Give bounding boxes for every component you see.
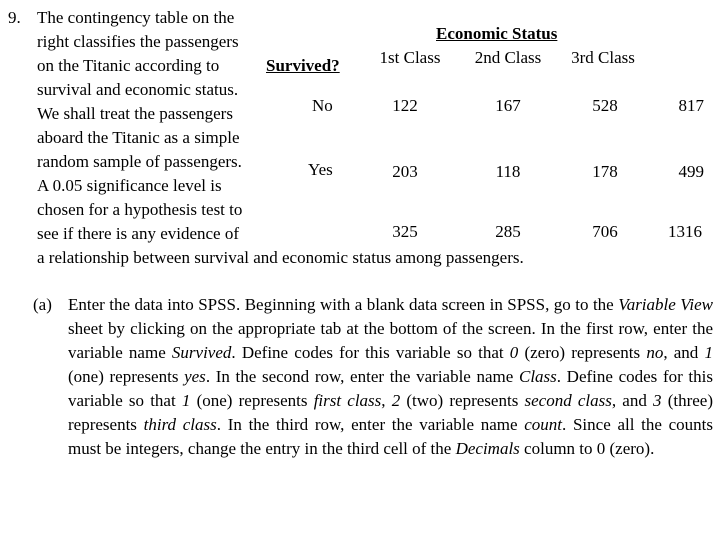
problem-line: see if there is any evidence of: [37, 224, 240, 243]
row-variable-label: Survived?: [266, 56, 340, 75]
instruction-text: . In the third row, enter the variable name: [216, 415, 525, 434]
instruction-text: Enter the data into SPSS. Beginning with a blank data screen in SPSS, go to the: [68, 295, 619, 314]
grand-total: 1316: [668, 222, 702, 241]
part-a-instructions: [68, 293, 713, 461]
italic-term: second class: [524, 391, 612, 410]
problem-line: survival and economic status.: [37, 80, 239, 99]
italic-term: yes: [184, 367, 206, 386]
italic-term: Class: [518, 367, 557, 386]
instruction-text: , and: [611, 391, 654, 410]
table-cell: 122: [392, 96, 418, 115]
problem-line: chosen for a hypothesis test to: [37, 200, 243, 219]
italic-term: Variable View: [618, 295, 713, 314]
italic-term: 0: [509, 343, 519, 362]
problem-line: a relationship between survival and economic status among passengers.: [37, 248, 524, 267]
problem-line: A 0.05 significance level is: [37, 176, 222, 195]
column-variable-label: Economic Status: [436, 24, 558, 43]
problem-line: right classifies the passengers: [37, 32, 239, 51]
italic-term: first class: [313, 391, 382, 410]
italic-term: 3: [653, 391, 662, 410]
table-cell: 167: [495, 96, 521, 115]
problem-number: 9.: [8, 8, 21, 27]
problem-line: on the Titanic according to: [37, 56, 220, 75]
column-total: 285: [495, 222, 521, 241]
table-cell: 528: [592, 96, 618, 115]
instruction-text: (one) represents: [68, 367, 185, 386]
problem-line: aboard the Titanic as a simple: [37, 128, 240, 147]
italic-term: count: [524, 415, 563, 434]
italic-term: 1: [181, 391, 191, 410]
instruction-text: (two) represents: [400, 391, 525, 410]
row-label-yes: Yes: [308, 160, 333, 179]
instruction-text: column to 0 (zero).: [519, 439, 655, 458]
table-cell: 203: [392, 162, 418, 181]
instruction-text: ,: [381, 391, 392, 410]
row-total: 817: [678, 96, 704, 115]
problem-line: The contingency table on the: [37, 8, 235, 27]
problem-line: We shall treat the passengers: [37, 104, 233, 123]
instruction-text: . Since all the counts must be integers, change the entry in the third cell of the: [68, 415, 713, 458]
column-header: 2nd Class: [474, 48, 542, 67]
row-total: 499: [678, 162, 704, 181]
row-label-no: No: [312, 96, 333, 115]
instruction-text: (one) represents: [190, 391, 314, 410]
instruction-text: (three) represents: [68, 391, 714, 434]
table-cell: 118: [495, 162, 521, 181]
instruction-text: , and: [663, 343, 705, 362]
instruction-text: . In the second row, enter the variable name: [205, 367, 519, 386]
italic-term: Survived: [171, 343, 232, 362]
column-header: 1st Class: [379, 48, 441, 67]
part-a-label: (a): [33, 295, 52, 314]
italic-term: 1: [704, 343, 713, 362]
instruction-text: (zero) represents: [518, 343, 647, 362]
instruction-text: sheet by clicking on the appropriate tab at the bottom of the screen. In the first row, enter the variable name: [68, 319, 713, 362]
italic-term: Decimals: [455, 439, 520, 458]
column-total: 325: [392, 222, 418, 241]
column-total: 706: [592, 222, 618, 241]
italic-term: no: [646, 343, 664, 362]
instruction-text: . Define codes for this variable so that: [231, 343, 510, 362]
italic-term: third class: [143, 415, 217, 434]
table-cell: 178: [592, 162, 618, 181]
italic-term: 2: [391, 391, 401, 410]
problem-line: random sample of passengers.: [37, 152, 242, 171]
instruction-text: . Define codes for this variable so that: [68, 367, 713, 410]
column-header: 3rd Class: [571, 48, 635, 67]
